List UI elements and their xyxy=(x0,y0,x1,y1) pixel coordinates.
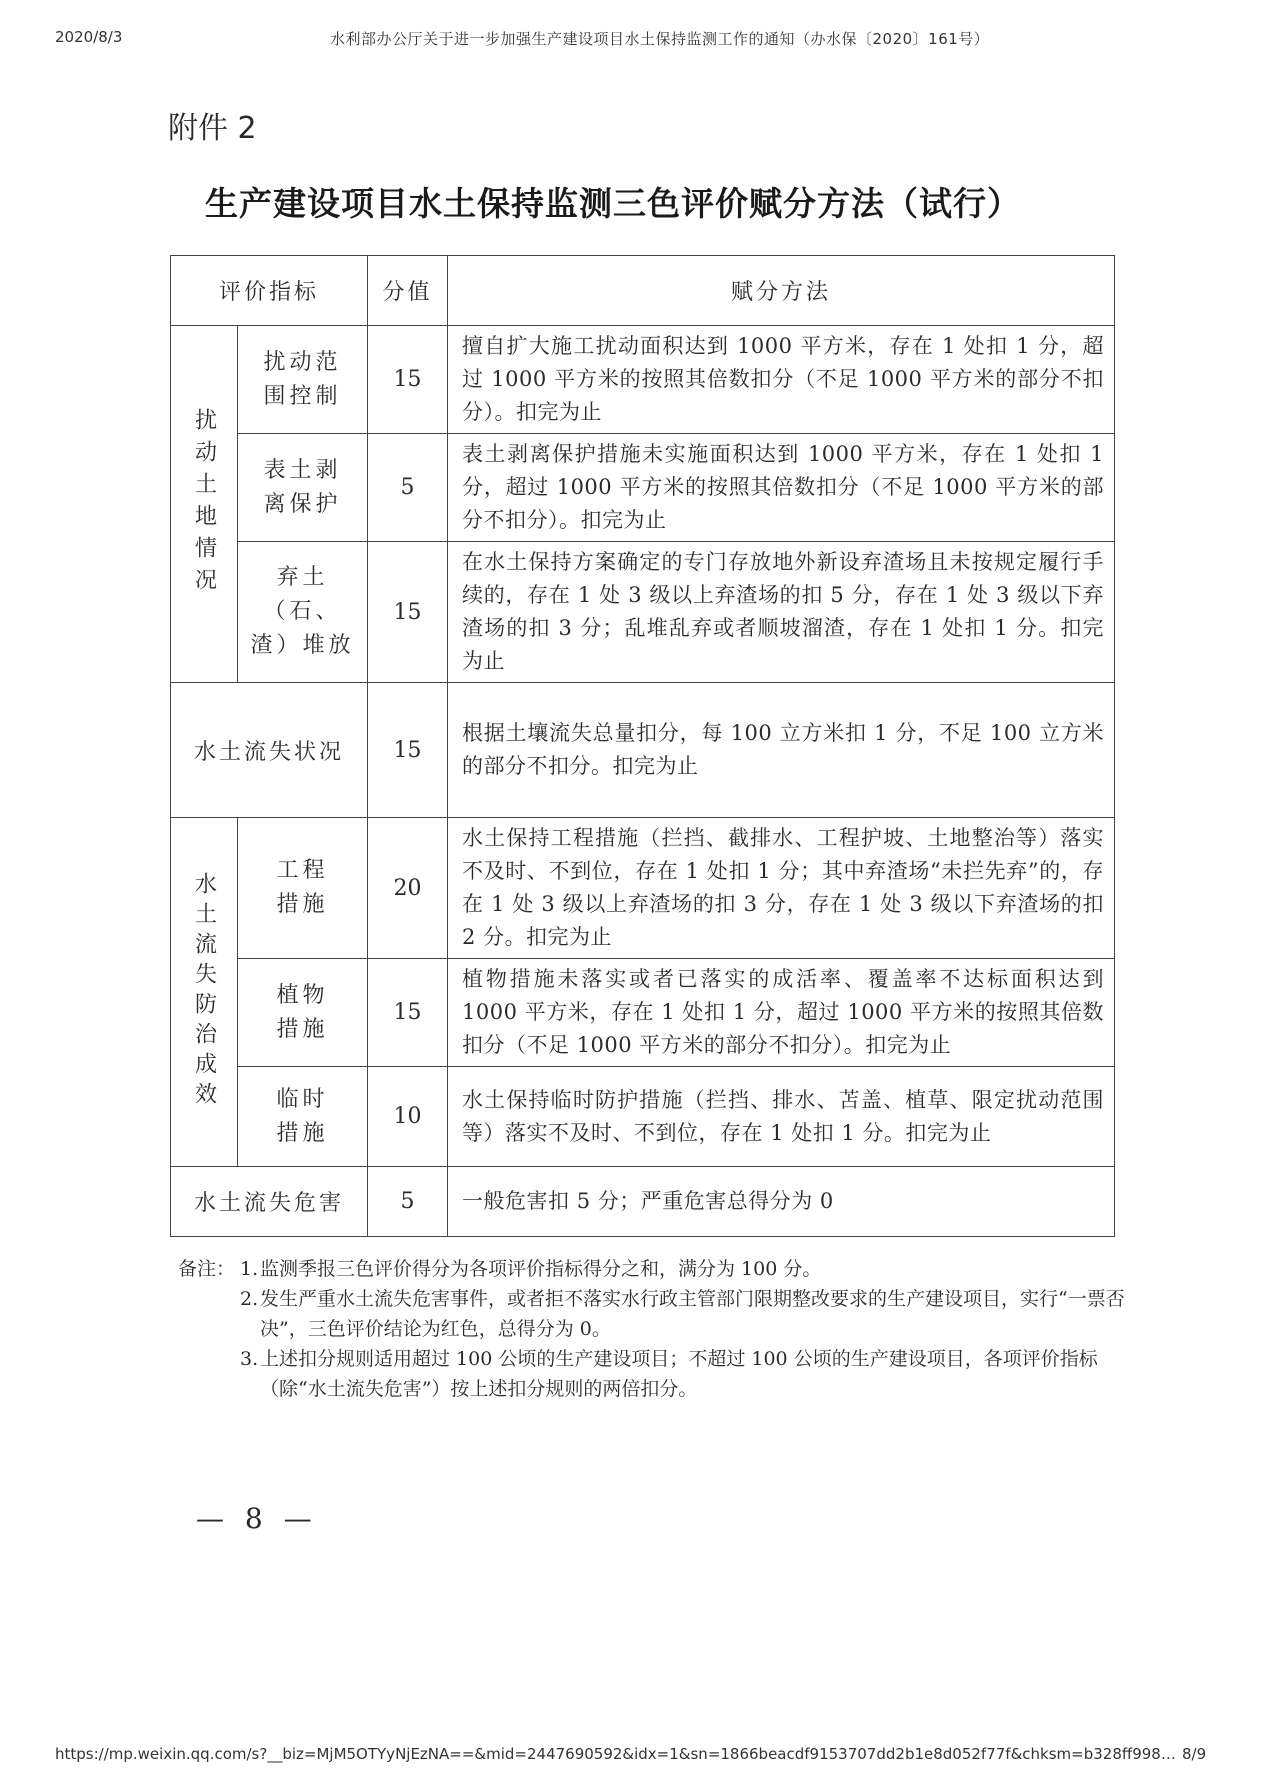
header-score: 分值 xyxy=(368,256,448,326)
sub-indicator: 植物措施 xyxy=(238,959,368,1067)
scoring-method: 表土剥离保护措施未实施面积达到 1000 平方米，存在 1 处扣 1 分，超过 1000 平方米的按照其倍数扣分（不足 1000 平方米的部分不扣分）。扣完为止 xyxy=(448,434,1115,542)
indicator-label: 水土流失状况 xyxy=(171,683,368,818)
table-row xyxy=(171,434,1115,542)
score-value: 20 xyxy=(368,818,448,959)
score-value: 5 xyxy=(368,1167,448,1237)
scoring-method: 植物措施未落实或者已落实的成活率、覆盖率不达标面积达到 1000 平方米，存在 1 处扣 1 分，超过 1000 平方米的按照其倍数扣分（不足 1000 平方米的部分不扣分）。扣完为止 xyxy=(448,959,1115,1067)
scoring-method: 水土保持临时防护措施（拦挡、排水、苫盖、植草、限定扰动范围等）落实不及时、不到位，存在 1 处扣 1 分。扣完为止 xyxy=(448,1067,1115,1167)
notes-label: 备注： xyxy=(178,1258,236,1280)
group-label-cell xyxy=(171,326,238,683)
attachment-label: 附件 2 xyxy=(168,111,257,146)
scoring-method: 擅自扩大施工扰动面积达到 1000 平方米，存在 1 处扣 1 分，超过 1000 平方米的按照其倍数扣分（不足 1000 平方米的部分不扣分）。扣完为止 xyxy=(448,326,1115,434)
print-footer-page: 8/9 xyxy=(1182,1745,1207,1763)
score-value: 15 xyxy=(368,326,448,434)
scoring-method: 水土保持工程措施（拦挡、截排水、工程护坡、土地整治等）落实不及时、不到位，存在 1 处扣 1 分；其中弃渣场“未拦先弃”的，存在 1 处 3 级以上弃渣场的扣 3 分，存在 1 处 3 级以下弃渣场的扣 2 分。扣完为止 xyxy=(448,818,1115,959)
note-item xyxy=(240,1344,1138,1404)
group-label: 水土流失防治成效 xyxy=(191,872,217,1112)
note-text: 上述扣分规则适用超过 100 公顷的生产建设项目；不超过 100 公顷的生产建设项目，各项评价指标（除“水土流失危害”）按上述扣分规则的两倍扣分。 xyxy=(260,1348,1098,1400)
indicator-label: 水土流失危害 xyxy=(171,1167,368,1237)
print-header-title: 水利部办公厅关于进一步加强生产建设项目水土保持监测工作的通知（办水保〔2020〕161号） xyxy=(330,30,990,48)
table-row xyxy=(171,683,1115,818)
scoring-table xyxy=(170,255,1115,1237)
sub-indicator: 表土剥离保护 xyxy=(238,434,368,542)
score-value: 15 xyxy=(368,542,448,683)
note-number: 3. xyxy=(240,1348,259,1370)
table-row xyxy=(171,959,1115,1067)
sub-indicator: 工程措施 xyxy=(238,818,368,959)
scoring-method: 一般危害扣 5 分；严重危害总得分为 0 xyxy=(448,1167,1115,1237)
table-row xyxy=(171,326,1115,434)
score-value: 15 xyxy=(368,683,448,818)
note-item xyxy=(240,1284,1138,1344)
sub-indicator: 临时措施 xyxy=(238,1067,368,1167)
notes-section xyxy=(178,1254,1138,1404)
note-item xyxy=(240,1254,1138,1284)
scoring-method: 在水土保持方案确定的专门存放地外新设弃渣场且未按规定履行手续的，存在 1 处 3 级以上弃渣场的扣 5 分，存在 1 处 3 级以下弃渣场的扣 3 分；乱堆乱弃或者顺坡溜渣，存在 1 处扣 1 分。扣完为止 xyxy=(448,542,1115,683)
header-indicator: 评价指标 xyxy=(171,256,368,326)
print-footer-url: https://mp.weixin.qq.com/s?__biz=MjM5OTYyNjEzNA==&mid=2447690592&idx=1&sn=1866beacdf9153707dd2b1e8d052f77f&chksm=b328ff998… xyxy=(55,1745,1176,1763)
note-number: 1. xyxy=(240,1258,259,1280)
group-label: 扰动土地情况 xyxy=(191,408,217,600)
table-row xyxy=(171,1167,1115,1237)
table-row xyxy=(171,818,1115,959)
table-header-row xyxy=(171,256,1115,326)
print-header-date: 2020/8/3 xyxy=(55,28,123,46)
group-label-cell xyxy=(171,818,238,1167)
note-text: 监测季报三色评价得分为各项评价指标得分之和，满分为 100 分。 xyxy=(260,1258,822,1280)
note-number: 2. xyxy=(240,1288,259,1310)
page-number: — 8 — xyxy=(196,1502,318,1535)
sub-indicator: 弃土（石、渣）堆放 xyxy=(238,542,368,683)
note-text: 发生严重水土流失危害事件，或者拒不落实水行政主管部门限期整改要求的生产建设项目，实行“一票否决”，三色评价结论为红色，总得分为 0。 xyxy=(260,1288,1125,1340)
sub-indicator: 扰动范围控制 xyxy=(238,326,368,434)
scoring-method: 根据土壤流失总量扣分，每 100 立方米扣 1 分，不足 100 立方米的部分不扣分。扣完为止 xyxy=(448,683,1115,818)
score-value: 10 xyxy=(368,1067,448,1167)
header-method: 赋分方法 xyxy=(448,256,1115,326)
table-row xyxy=(171,542,1115,683)
table-row xyxy=(171,1067,1115,1167)
score-value: 15 xyxy=(368,959,448,1067)
score-value: 5 xyxy=(368,434,448,542)
document-title: 生产建设项目水土保持监测三色评价赋分方法（试行） xyxy=(205,184,1021,223)
